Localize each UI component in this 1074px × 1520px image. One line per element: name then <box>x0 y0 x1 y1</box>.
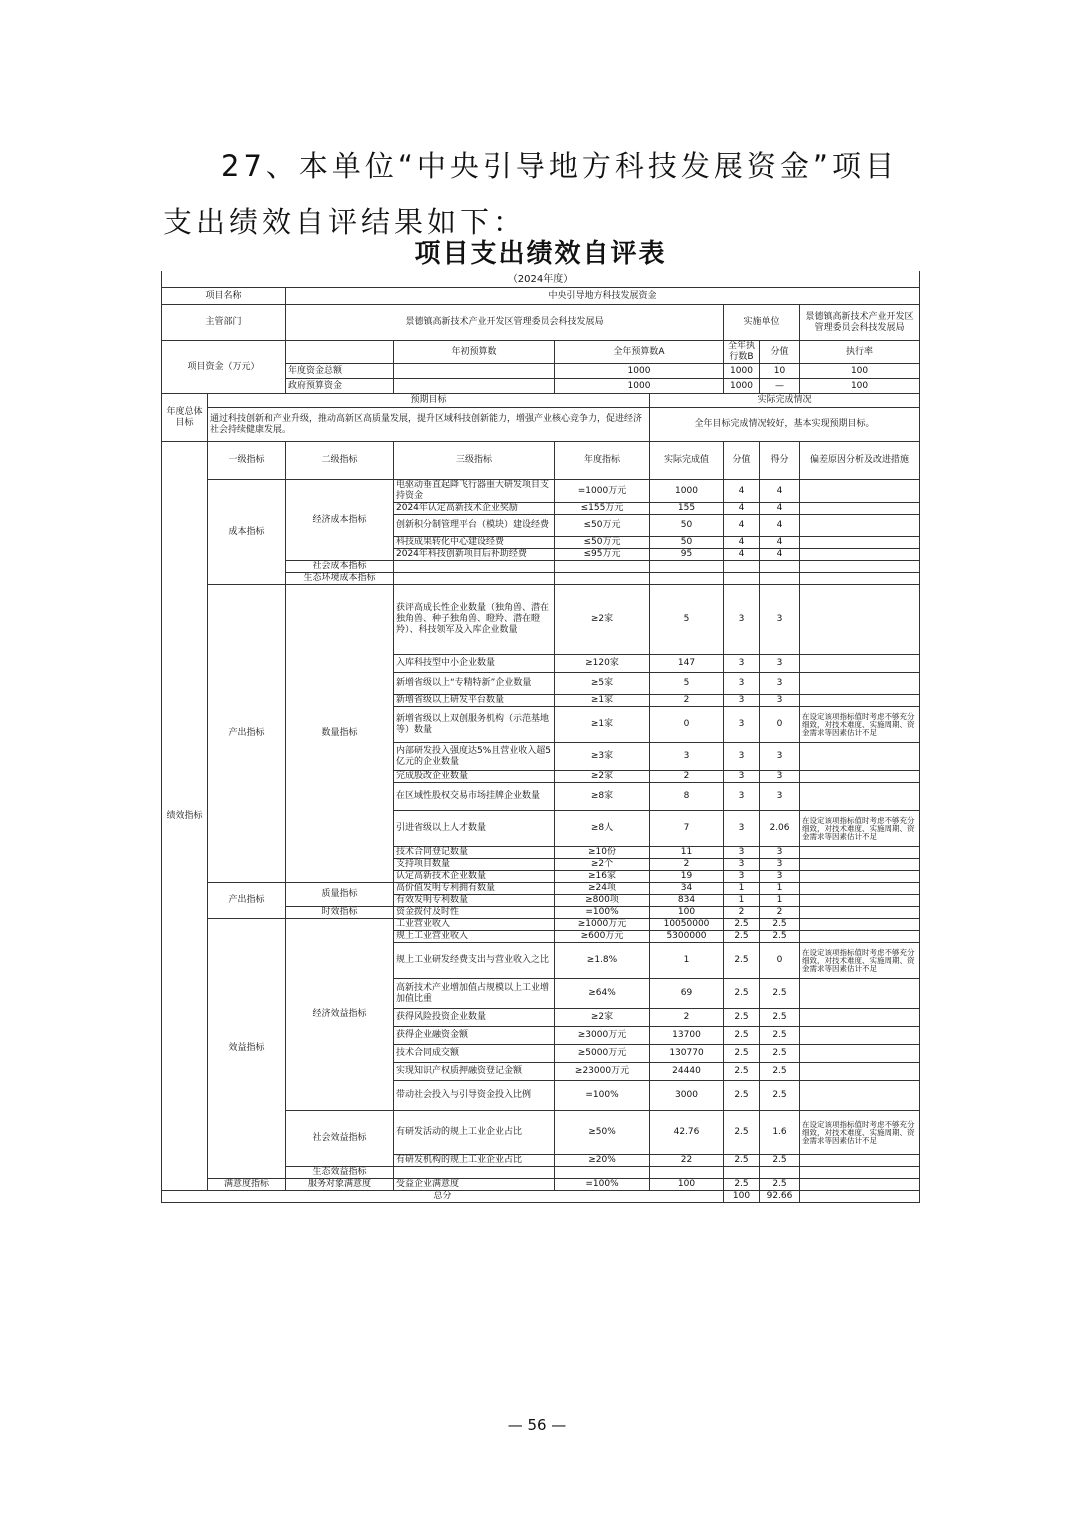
indicator-name: 规上工业营业收入 <box>394 931 555 943</box>
actual-value: 34 <box>650 883 724 895</box>
goal-expected: 通过科技创新和产业升级，推动高新区高质量发展，提升区域科技创新能力，增强产业核心竞争力，促进经济社会持续健康发展。 <box>208 408 650 442</box>
annual-target: =100% <box>555 1081 650 1111</box>
funds-row-label: 政府预算资金 <box>286 379 394 394</box>
funds-cell: 1000 <box>555 364 724 379</box>
funds-cell: — <box>760 379 800 394</box>
funds-cell: 1000 <box>724 379 760 394</box>
indicator-name: 在区域性股权交易市场挂牌企业数量 <box>394 783 555 811</box>
annual-target: ≥50% <box>555 1111 650 1155</box>
table-row <box>162 919 920 931</box>
weight: 4 <box>724 515 760 537</box>
annual-target: ≥5家 <box>555 673 650 695</box>
deviation-note: 在设定该项指标值时考虑不够充分细致，对技术难度、实施周期、资金需求等因素估计不足 <box>800 943 920 979</box>
actual-value: 0 <box>650 707 724 743</box>
indicator-name: 实现知识产权质押融资登记金额 <box>394 1063 555 1081</box>
weight: 2.5 <box>724 931 760 943</box>
annual-target: ≥1000万元 <box>555 919 650 931</box>
score: 3 <box>760 695 800 707</box>
weight: 2.5 <box>724 1111 760 1155</box>
indicator-name: 获得风险投资企业数量 <box>394 1009 555 1027</box>
deviation-note <box>800 743 920 771</box>
total-label: 总分 <box>162 1191 724 1203</box>
weight: 2.5 <box>724 979 760 1009</box>
score: 2.5 <box>760 1179 800 1191</box>
annual-target: ≥10份 <box>555 847 650 859</box>
deviation-note <box>800 931 920 943</box>
score: 2.5 <box>760 1045 800 1063</box>
deviation-note <box>800 1179 920 1191</box>
deviation-note <box>800 907 920 919</box>
total-score: 100 <box>724 1191 760 1203</box>
project-name-label: 项目名称 <box>162 288 286 305</box>
weight: 2 <box>724 907 760 919</box>
indicator-name: 完成股改企业数量 <box>394 771 555 783</box>
table-row <box>162 883 920 895</box>
weight: 4 <box>724 537 760 549</box>
weight <box>724 561 760 573</box>
deviation-note <box>800 480 920 503</box>
l1-satisfaction: 满意度指标 <box>208 1179 286 1191</box>
score: 2.5 <box>760 1063 800 1081</box>
indicator-name: 获评高成长性企业数量（独角兽、潜在独角兽、种子独角兽、瞪羚、潜在瞪羚）、科技领军及入库企业数量 <box>394 585 555 655</box>
annual-target: =1000万元 <box>555 480 650 503</box>
deviation-note <box>800 979 920 1009</box>
indicator-name: 有研发机构的规上工业企业占比 <box>394 1155 555 1167</box>
weight: 4 <box>724 549 760 561</box>
annual-target: ≥3000万元 <box>555 1027 650 1045</box>
score <box>760 561 800 573</box>
l2-quality: 质量指标 <box>286 883 394 907</box>
funds-header: 年初预算数 <box>394 341 555 364</box>
weight: 3 <box>724 585 760 655</box>
indicator-name: 获得企业融资金额 <box>394 1027 555 1045</box>
funds-header: 分值 <box>760 341 800 364</box>
ind-header: 分值 <box>724 442 760 480</box>
funds-cell: 1000 <box>724 364 760 379</box>
actual-value <box>650 573 724 585</box>
funds-header: 全年执行数B <box>724 341 760 364</box>
deviation-note <box>800 561 920 573</box>
annual-target: ≥64% <box>555 979 650 1009</box>
score: 3 <box>760 673 800 695</box>
annual-target: ≤95万元 <box>555 549 650 561</box>
annual-target: ≥5000万元 <box>555 1045 650 1063</box>
goal-actual-header: 实际完成情况 <box>650 394 920 408</box>
actual-value: 22 <box>650 1155 724 1167</box>
actual-value: 8 <box>650 783 724 811</box>
indicator-name: 新增省级以上“专精特新”企业数量 <box>394 673 555 695</box>
indicator-name: 入库科技型中小企业数量 <box>394 655 555 673</box>
weight: 2.5 <box>724 1027 760 1045</box>
score: 3 <box>760 871 800 883</box>
weight: 3 <box>724 655 760 673</box>
l1-cost: 成本指标 <box>208 480 286 585</box>
table-row <box>162 480 920 503</box>
l2-timeliness: 时效指标 <box>286 907 394 919</box>
weight: 3 <box>724 673 760 695</box>
annual-target: =100% <box>555 907 650 919</box>
ind-header: 偏差原因分析及改进措施 <box>800 442 920 480</box>
score: 3 <box>760 585 800 655</box>
indicator-name: 受益企业满意度 <box>394 1179 555 1191</box>
annual-target: ≥23000万元 <box>555 1063 650 1081</box>
weight: 3 <box>724 811 760 847</box>
deviation-note <box>800 895 920 907</box>
indicator-name: 资金拨付及时性 <box>394 907 555 919</box>
score: 2.5 <box>760 1081 800 1111</box>
weight: 3 <box>724 847 760 859</box>
annual-target: ≥120家 <box>555 655 650 673</box>
l2-service: 服务对象满意度 <box>286 1179 394 1191</box>
indicator-name: 工业营业收入 <box>394 919 555 931</box>
deviation-note <box>800 871 920 883</box>
annual-target: ≥8人 <box>555 811 650 847</box>
actual-value: 100 <box>650 907 724 919</box>
indicator-name: 创新积分制管理平台（模块）建设经费 <box>394 515 555 537</box>
score: 2.5 <box>760 1155 800 1167</box>
actual-value: 1000 <box>650 480 724 503</box>
indicator-name: 认定高新技术企业数量 <box>394 871 555 883</box>
actual-value: 50 <box>650 537 724 549</box>
actual-value: 2 <box>650 859 724 871</box>
weight: 2.5 <box>724 919 760 931</box>
weight: 3 <box>724 783 760 811</box>
funds-row-label: 年度资金总额 <box>286 364 394 379</box>
l1-benefit: 效益指标 <box>208 919 286 1179</box>
score: 2.5 <box>760 931 800 943</box>
annual-target: ≥3家 <box>555 743 650 771</box>
indicator-name: 引进省级以上人才数量 <box>394 811 555 847</box>
weight: 2.5 <box>724 1155 760 1167</box>
indicator-name: 规上工业研发经费支出与营业收入之比 <box>394 943 555 979</box>
total-row <box>162 1191 920 1203</box>
score: 2 <box>760 907 800 919</box>
ind-header: 实际完成值 <box>650 442 724 480</box>
actual-value: 834 <box>650 895 724 907</box>
indicator-name: 高价值发明专利拥有数量 <box>394 883 555 895</box>
dept-value: 景德镇高新技术产业开发区管理委员会科技发展局 <box>286 305 724 341</box>
weight: 2.5 <box>724 1179 760 1191</box>
deviation-note <box>800 515 920 537</box>
annual-target <box>555 573 650 585</box>
actual-value: 3 <box>650 743 724 771</box>
indicator-name: 技术合同登记数量 <box>394 847 555 859</box>
deviation-note <box>800 1081 920 1111</box>
impl-label: 实施单位 <box>724 305 800 341</box>
annual-target: ≥2家 <box>555 1009 650 1027</box>
weight: 3 <box>724 695 760 707</box>
weight <box>724 573 760 585</box>
deviation-note <box>800 695 920 707</box>
actual-value: 5300000 <box>650 931 724 943</box>
weight: 3 <box>724 743 760 771</box>
indicator-name: 2024年科技创新项目后补助经费 <box>394 549 555 561</box>
deviation-note <box>800 1063 920 1081</box>
ind-header: 年度指标 <box>555 442 650 480</box>
score: 3 <box>760 859 800 871</box>
annual-target: ≥1家 <box>555 707 650 743</box>
funds-header: 全年预算数A <box>555 341 724 364</box>
score: 4 <box>760 537 800 549</box>
annual-target: =100% <box>555 1179 650 1191</box>
actual-value <box>650 1167 724 1179</box>
score: 4 <box>760 480 800 503</box>
indicator-name: 科技成果转化中心建设经费 <box>394 537 555 549</box>
score: 3 <box>760 655 800 673</box>
actual-value: 155 <box>650 503 724 515</box>
indicator-name: 2024年认定高新技术企业奖励 <box>394 503 555 515</box>
indicator-name <box>394 573 555 585</box>
score: 1 <box>760 883 800 895</box>
deviation-note <box>800 1045 920 1063</box>
funds-cell: 100 <box>800 364 920 379</box>
l2-quantity: 数量指标 <box>286 585 394 883</box>
deviation-note: 在设定该项指标值时考虑不够充分细致，对技术难度、实施周期、资金需求等因素估计不足 <box>800 1111 920 1155</box>
l1-output2: 产出指标 <box>208 883 286 919</box>
actual-value <box>650 561 724 573</box>
score: 1 <box>760 895 800 907</box>
deviation-note: 在设定该项指标值时考虑不够充分细致，对技术难度、实施周期、资金需求等因素估计不足 <box>800 707 920 743</box>
annual-target <box>555 1167 650 1179</box>
table-title: 项目支出绩效自评表 <box>414 238 667 269</box>
ind-header: 三级指标 <box>394 442 555 480</box>
deviation-note <box>800 783 920 811</box>
l2-econ-cost: 经济成本指标 <box>286 480 394 561</box>
l1-output: 产出指标 <box>208 585 286 883</box>
actual-value: 147 <box>650 655 724 673</box>
annual-target: ≥20% <box>555 1155 650 1167</box>
annual-target: ≥24项 <box>555 883 650 895</box>
actual-value: 5 <box>650 673 724 695</box>
actual-value: 3000 <box>650 1081 724 1111</box>
deviation-note <box>800 673 920 695</box>
annual-target: ≥1家 <box>555 695 650 707</box>
actual-value: 5 <box>650 585 724 655</box>
score: 4 <box>760 549 800 561</box>
annual-target: ≥600万元 <box>555 931 650 943</box>
funds-cell: 100 <box>800 379 920 394</box>
indicator-name: 新增省级以上双创服务机构（示范基地等）数量 <box>394 707 555 743</box>
annual-target: ≥16家 <box>555 871 650 883</box>
deviation-note <box>800 573 920 585</box>
score: 2.5 <box>760 919 800 931</box>
deviation-note <box>800 919 920 931</box>
indicator-name: 高新技术产业增加值占规模以上工业增加值比重 <box>394 979 555 1009</box>
actual-value: 19 <box>650 871 724 883</box>
actual-value: 100 <box>650 1179 724 1191</box>
weight: 1 <box>724 883 760 895</box>
weight: 2.5 <box>724 1081 760 1111</box>
deviation-note: 在设定该项指标值时考虑不够充分细致，对技术难度、实施周期、资金需求等因素估计不足 <box>800 811 920 847</box>
ind-header: 一级指标 <box>208 442 286 480</box>
score: 2.5 <box>760 1009 800 1027</box>
indicator-name: 支持项目数量 <box>394 859 555 871</box>
funds-header: 执行率 <box>800 341 920 364</box>
weight: 3 <box>724 859 760 871</box>
impl-value: 景德镇高新技术产业开发区管理委员会科技发展局 <box>800 305 920 341</box>
deviation-note <box>800 549 920 561</box>
actual-value: 130770 <box>650 1045 724 1063</box>
indicator-name: 电驱动垂直起降飞行器重大研发项目支持资金 <box>394 480 555 503</box>
annual-target: ≥1.8% <box>555 943 650 979</box>
table-row <box>162 585 920 655</box>
ind-header: 二级指标 <box>286 442 394 480</box>
l2-social_cost: 社会成本指标 <box>286 561 394 573</box>
page-number: — 56 — <box>507 1416 567 1434</box>
perf-label: 绩效指标 <box>162 442 208 1191</box>
weight: 2.5 <box>724 1045 760 1063</box>
deviation-note <box>800 503 920 515</box>
deviation-note <box>800 1027 920 1045</box>
actual-value: 7 <box>650 811 724 847</box>
actual-value: 1 <box>650 943 724 979</box>
indicator-name: 带动社会投入与引导资金投入比例 <box>394 1081 555 1111</box>
indicator-name: 新增省级以上研发平台数量 <box>394 695 555 707</box>
deviation-note <box>800 537 920 549</box>
actual-value: 69 <box>650 979 724 1009</box>
annual-target: ≤50万元 <box>555 537 650 549</box>
weight: 3 <box>724 707 760 743</box>
score: 3 <box>760 743 800 771</box>
actual-value: 11 <box>650 847 724 859</box>
score: 4 <box>760 503 800 515</box>
actual-value: 50 <box>650 515 724 537</box>
deviation-note <box>800 771 920 783</box>
weight: 2.5 <box>724 1063 760 1081</box>
actual-value: 42.76 <box>650 1111 724 1155</box>
annual-target <box>555 561 650 573</box>
l2-eco_cost: 生态环境成本指标 <box>286 573 394 585</box>
score <box>760 1167 800 1179</box>
deviation-note <box>800 859 920 871</box>
score <box>760 573 800 585</box>
performance-table-container <box>161 237 919 1203</box>
goal-actual: 全年目标完成情况较好，基本实现预期目标。 <box>650 408 920 442</box>
annual-target: ≤50万元 <box>555 515 650 537</box>
annual-target: ≥2家 <box>555 771 650 783</box>
annual-target: ≥2家 <box>555 585 650 655</box>
indicator-name: 有效发明专利数量 <box>394 895 555 907</box>
deviation-note <box>800 883 920 895</box>
deviation-note <box>800 1009 920 1027</box>
funds-label: 项目资金（万元） <box>162 341 286 394</box>
score: 4 <box>760 515 800 537</box>
score: 3 <box>760 783 800 811</box>
funds-cell: 10 <box>760 364 800 379</box>
deviation-note <box>800 847 920 859</box>
l2-social-benefit: 社会效益指标 <box>286 1111 394 1167</box>
actual-value: 13700 <box>650 1027 724 1045</box>
weight: 3 <box>724 871 760 883</box>
score: 2.5 <box>760 979 800 1009</box>
actual-value: 24440 <box>650 1063 724 1081</box>
score: 2.06 <box>760 811 800 847</box>
ind-header: 得分 <box>760 442 800 480</box>
deviation-note <box>800 655 920 673</box>
actual-value: 2 <box>650 695 724 707</box>
l2-eco-benefit: 生态效益指标 <box>286 1167 394 1179</box>
annual-target: ≤155万元 <box>555 503 650 515</box>
funds-cell <box>394 364 555 379</box>
intro-paragraph: 27、本单位“中央引导地方科技发展资金”项目支出绩效自评结果如下： <box>163 149 898 239</box>
table-year: （2024年度） <box>162 271 920 288</box>
indicator-name: 技术合同成交额 <box>394 1045 555 1063</box>
score: 3 <box>760 771 800 783</box>
indicator-name <box>394 1167 555 1179</box>
annual-target: ≥800项 <box>555 895 650 907</box>
total-got: 92.66 <box>760 1191 800 1203</box>
indicator-name: 内部研发投入强度达5%且营业收入超5亿元的企业数量 <box>394 743 555 771</box>
indicator-name <box>394 561 555 573</box>
annual-target: ≥2个 <box>555 859 650 871</box>
funds-cell: 1000 <box>555 379 724 394</box>
weight: 4 <box>724 503 760 515</box>
total-note <box>800 1191 920 1203</box>
dept-label: 主管部门 <box>162 305 286 341</box>
weight: 3 <box>724 771 760 783</box>
weight: 2.5 <box>724 1009 760 1027</box>
goal-label: 年度总体目标 <box>162 394 208 442</box>
weight <box>724 1167 760 1179</box>
weight: 4 <box>724 480 760 503</box>
score: 1.6 <box>760 1111 800 1155</box>
indicator-name: 有研发活动的规上工业企业占比 <box>394 1111 555 1155</box>
score: 0 <box>760 943 800 979</box>
score: 0 <box>760 707 800 743</box>
l2-econ-benefit: 经济效益指标 <box>286 919 394 1111</box>
actual-value: 2 <box>650 771 724 783</box>
goal-expected-header: 预期目标 <box>208 394 650 408</box>
deviation-note <box>800 1167 920 1179</box>
actual-value: 10050000 <box>650 919 724 931</box>
performance-table <box>161 237 920 1203</box>
score: 2.5 <box>760 1027 800 1045</box>
table-row <box>162 1179 920 1191</box>
funds-cell <box>394 379 555 394</box>
score: 3 <box>760 847 800 859</box>
annual-target: ≥8家 <box>555 783 650 811</box>
deviation-note <box>800 585 920 655</box>
project-name: 中央引导地方科技发展资金 <box>286 288 920 305</box>
actual-value: 95 <box>650 549 724 561</box>
deviation-note <box>800 1155 920 1167</box>
weight: 2.5 <box>724 943 760 979</box>
actual-value: 2 <box>650 1009 724 1027</box>
weight: 1 <box>724 895 760 907</box>
